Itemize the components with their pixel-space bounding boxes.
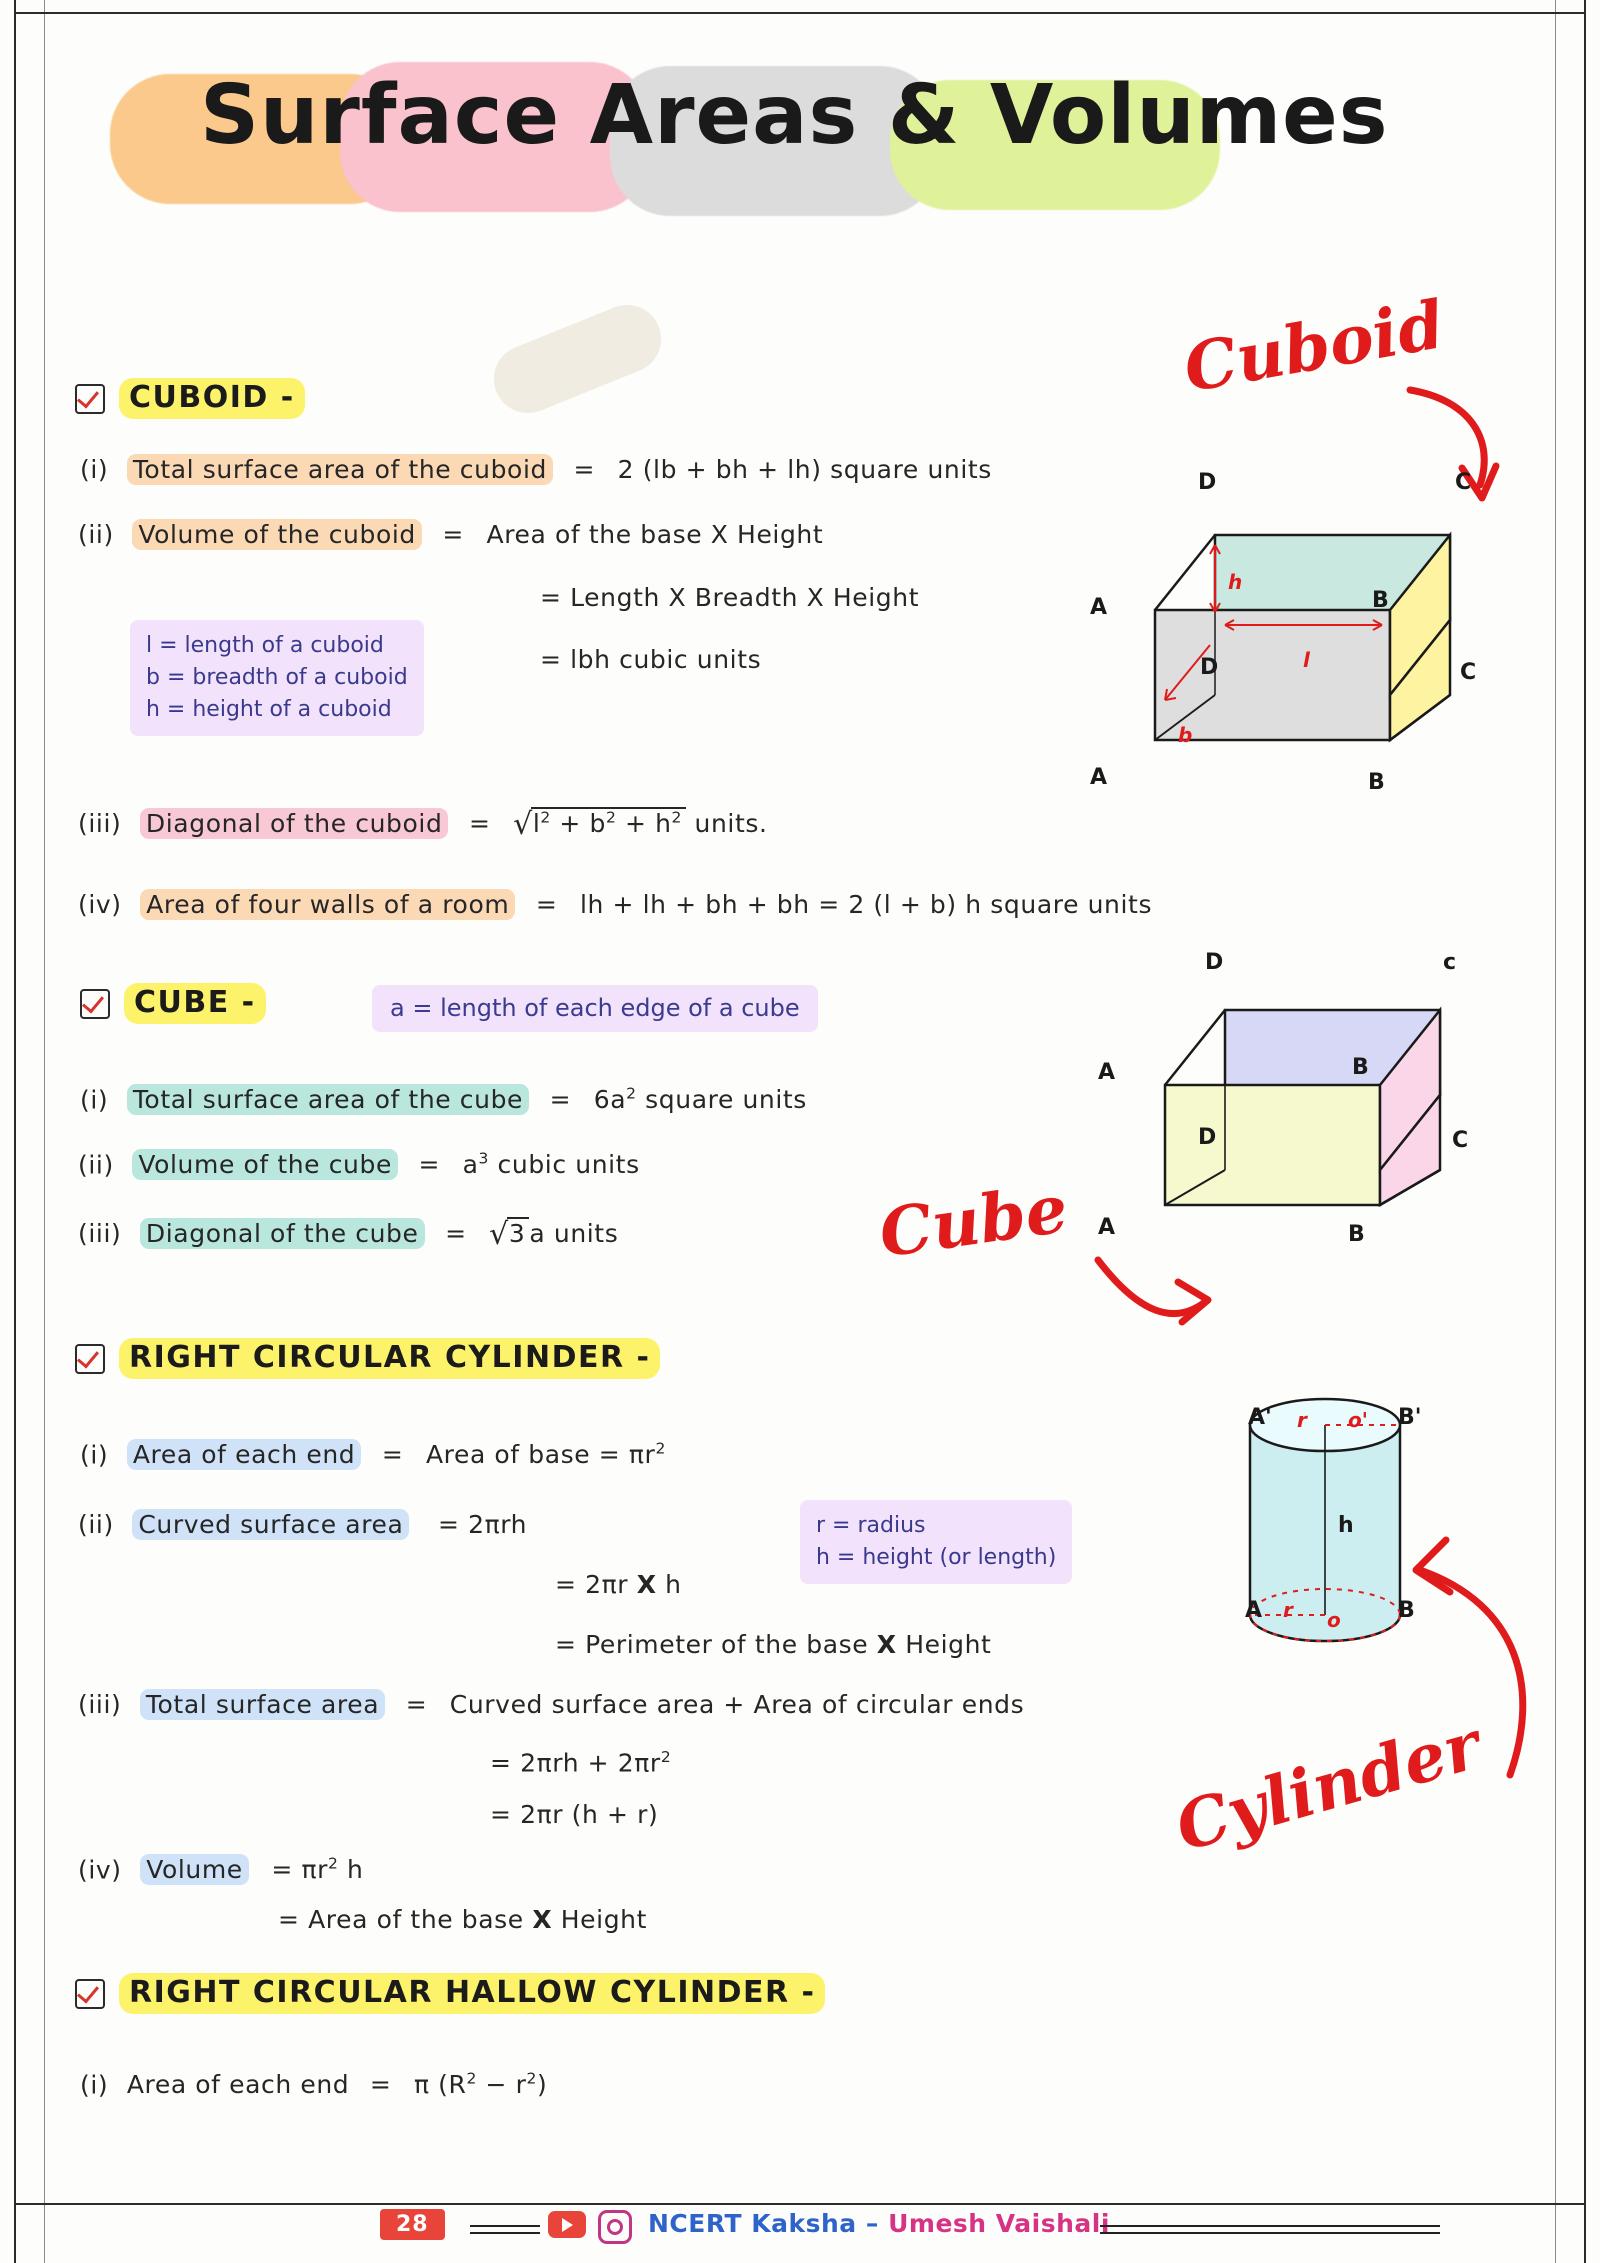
checkbox-icon xyxy=(80,989,110,1019)
footer-brand-first: NCERT Kaksha xyxy=(648,2209,857,2238)
page-border-right-outer xyxy=(1584,0,1586,2263)
footer-brand-second: Umesh Vaishali xyxy=(888,2209,1110,2238)
cube-item-1: (i) Total surface area of the cube = $6a^2$ square units xyxy=(80,1085,807,1115)
cuboid-label-D-top: D xyxy=(1198,470,1217,495)
cylinder-item-4: (iv) Volume = $\pi r^2$ h xyxy=(78,1855,364,1885)
annotation-cube: Cube xyxy=(874,1169,1073,1273)
cuboid-label-b: b xyxy=(1178,723,1193,747)
cuboid-label-B-top: B xyxy=(1372,588,1389,613)
annotation-cylinder: Cylinder xyxy=(1167,1705,1489,1867)
page-border-top xyxy=(14,12,1586,14)
cylinder-item-3b: = $2\pi rh + 2\pi r^2$ xyxy=(490,1748,672,1778)
cuboid-label-C-right: C xyxy=(1460,660,1477,685)
section-heading-cuboid: CUBOID - xyxy=(75,380,305,415)
cube-item-2: (ii) Volume of the cube = $a^3$ cubic units xyxy=(78,1150,640,1180)
cube-label-A-left: A xyxy=(1098,1060,1116,1085)
cube-inline-definition: a = length of each edge of a cube xyxy=(372,985,818,1032)
cylinder-label-o-prime: o' xyxy=(1348,1408,1368,1432)
cylinder-diagram xyxy=(1220,1390,1430,1690)
hollow-cylinder-item-1: (i) Area of each end = π $(R^2 - r^2)$ xyxy=(80,2070,548,2100)
cube-label-D-inner: D xyxy=(1198,1125,1217,1150)
cube-label-B-top: B xyxy=(1352,1055,1369,1080)
cylinder-item-3c: = 2πr (h + r) xyxy=(490,1800,659,1829)
cuboid-item-2c: = lbh cubic units xyxy=(540,645,762,674)
cube-label-C-top: c xyxy=(1443,950,1457,975)
annotation-arrow-cylinder xyxy=(1400,1510,1540,1800)
instagram-icon[interactable] xyxy=(598,2210,632,2244)
cuboid-label-A-left: A xyxy=(1090,595,1108,620)
cylinder-label-B-prime: B' xyxy=(1398,1405,1422,1430)
checkbox-icon xyxy=(75,384,105,414)
footer-rule-right xyxy=(1100,2225,1440,2234)
cuboid-label-D-inner: D xyxy=(1200,655,1219,680)
page-footer xyxy=(0,2205,1600,2249)
page-title: Surface Areas & Volumes xyxy=(200,68,1389,163)
definition-l: l = length of a cuboid xyxy=(146,633,384,658)
cylinder-item-2: (ii) Curved surface area = 2πrh xyxy=(78,1510,528,1539)
cube-label-D-top: D xyxy=(1205,950,1224,975)
cylinder-label-r-top: r xyxy=(1297,1408,1307,1432)
page-border-left-inner xyxy=(44,0,45,2263)
cube-diagram xyxy=(1130,980,1530,1290)
definition-h: h = height (or length) xyxy=(816,1544,1057,1570)
cylinder-item-2b: = 2πr X h xyxy=(555,1570,682,1599)
cylinder-definitions xyxy=(800,1500,1072,1584)
definition-h: h = height of a cuboid xyxy=(146,696,392,722)
cuboid-label-l: l xyxy=(1303,648,1310,672)
cylinder-item-4b: = Area of the base X Height xyxy=(278,1905,648,1934)
cuboid-item-3: (iii) Diagonal of the cuboid = $√l^2 + b^2 + h^2$ units. xyxy=(78,807,768,842)
cuboid-label-B-bottom: B xyxy=(1368,770,1385,795)
cuboid-item-2b: = Length X Breadth X Height xyxy=(540,583,920,612)
cuboid-diagram xyxy=(1120,500,1540,810)
cylinder-label-o: o xyxy=(1327,1608,1341,1632)
checkbox-icon xyxy=(75,1979,105,2009)
cylinder-label-B: B xyxy=(1398,1598,1415,1623)
cylinder-item-2c: = Perimeter of the base X Height xyxy=(555,1630,992,1659)
footer-rule-left xyxy=(470,2225,540,2234)
definition-r: r = radius xyxy=(816,1513,926,1538)
youtube-icon[interactable] xyxy=(548,2211,586,2238)
definition-b: b = breadth of a cuboid xyxy=(146,664,408,690)
cube-item-3: (iii) Diagonal of the cube = √3 a units xyxy=(78,1217,619,1252)
cuboid-label-h: h xyxy=(1228,570,1243,594)
section-heading-hollow-cylinder: RIGHT CIRCULAR HALLOW CYLINDER - xyxy=(75,1975,825,2010)
decorative-blob xyxy=(484,295,672,424)
cube-label-A-bottom: A xyxy=(1098,1215,1116,1240)
page-border-right-inner xyxy=(1555,0,1556,2263)
cylinder-label-A: A xyxy=(1245,1598,1263,1623)
cylinder-label-A-prime: A' xyxy=(1248,1405,1272,1430)
cuboid-item-2: (ii) Volume of the cuboid = Area of the base X Height xyxy=(78,520,824,549)
cuboid-label-C-top: C xyxy=(1455,470,1472,495)
cylinder-item-1: (i) Area of each end = Area of base = $\pi r^2$ xyxy=(80,1440,666,1470)
section-heading-cylinder: RIGHT CIRCULAR CYLINDER - xyxy=(75,1340,660,1375)
section-heading-cube: CUBE - xyxy=(80,985,266,1020)
annotation-cuboid: Cuboid xyxy=(1178,285,1450,408)
cylinder-label-h: h xyxy=(1338,1513,1354,1538)
footer-separator: – xyxy=(865,2209,879,2238)
page-number-badge: 28 xyxy=(380,2209,445,2240)
cylinder-item-3: (iii) Total surface area = Curved surface area + Area of circular ends xyxy=(78,1690,1025,1719)
cuboid-item-4: (iv) Area of four walls of a room = lh + lh + bh + bh = 2 (l + b) h square units xyxy=(78,890,1153,919)
page-border-left-outer xyxy=(14,0,16,2263)
cylinder-label-r-bottom: r xyxy=(1283,1598,1293,1622)
cuboid-definitions xyxy=(130,620,424,736)
cuboid-item-1: (i) Total surface area of the cuboid = 2 (lb + bh + lh) square units xyxy=(80,455,992,484)
cube-label-C-right: C xyxy=(1452,1128,1469,1153)
page-title-area xyxy=(90,40,1420,240)
cuboid-label-A-bottom: A xyxy=(1090,765,1108,790)
footer-brand xyxy=(648,2209,1110,2238)
cube-label-B-bottom: B xyxy=(1348,1222,1365,1247)
checkbox-icon xyxy=(75,1344,105,1374)
annotation-arrow-cuboid xyxy=(1400,380,1520,520)
